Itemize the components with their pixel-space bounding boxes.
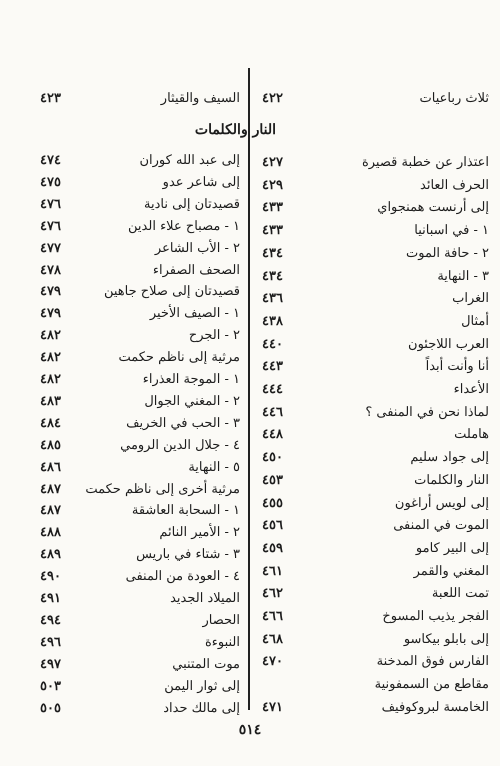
- toc-entry: [262, 266, 489, 288]
- entry-page: ٤٧٦: [40, 218, 61, 234]
- toc-entry: [262, 152, 489, 174]
- entry-page: ٤٣٣: [262, 200, 283, 216]
- entry-page: ٤٥٥: [262, 495, 283, 511]
- entry-page: ٤٣٨: [262, 313, 283, 329]
- entry-title: ١ - مصباح علاء الدين: [128, 218, 240, 234]
- entry-page: ٤٩٠: [40, 569, 61, 585]
- toc-entry: [40, 610, 240, 632]
- toc-entry: [262, 538, 489, 560]
- toc-entry: [262, 447, 489, 469]
- toc-entry: [40, 479, 240, 501]
- toc-entry: [262, 311, 489, 333]
- entry-title: ٣ - النهاية: [437, 268, 489, 284]
- entry-title: الفجر يذيب المسوخ: [382, 609, 489, 624]
- entry-title: موت المتنبي: [172, 656, 240, 672]
- entry-page: ٤٥٠: [262, 450, 283, 466]
- entry-title: هاملت: [454, 427, 489, 443]
- entry-title: إلى عبد الله كوران: [139, 153, 240, 168]
- entry-title: تمت اللعبة: [431, 586, 489, 602]
- toc-entry: [40, 522, 240, 544]
- entry-title: ثلاث رباعيات: [419, 91, 489, 106]
- toc-entry: [262, 606, 489, 628]
- entry-title: إلى مالك حداد: [163, 700, 240, 716]
- entry-title: مرثية أخرى إلى ناظم حكمت: [85, 481, 240, 497]
- entry-title: النار والكلمات: [414, 472, 489, 488]
- toc-entry: [40, 216, 240, 238]
- entry-title: مقاطع من السمفونية: [374, 677, 489, 693]
- entry-title: الخامسة لبروكوفيف: [381, 699, 489, 715]
- toc-entry: [40, 413, 240, 435]
- toc-entry: [40, 391, 240, 413]
- entry-page: ٤٨٢: [40, 328, 61, 344]
- entry-page: ٤٨٢: [40, 372, 61, 387]
- toc-entry: [40, 150, 240, 172]
- entry-title: إلى لويس أراغون: [394, 495, 489, 511]
- entry-title: إلى شاعر عدو: [162, 174, 240, 190]
- entry-page: ٤٨٢: [40, 350, 61, 366]
- entry-title: ١ - الموجة العذراء: [142, 372, 240, 387]
- entry-page: ٤٣٦: [262, 291, 283, 307]
- entry-title: ٤ - العودة من المنفى: [125, 569, 240, 585]
- toc-entry: [40, 588, 240, 610]
- entry-title: ٢ - الأمير النائم: [159, 525, 240, 541]
- toc-entry: [40, 369, 240, 391]
- toc-entry: [40, 654, 240, 676]
- section-heading: النار والكلمات: [194, 122, 276, 138]
- toc-entry: [40, 544, 240, 566]
- entry-title: اعتذار عن خطبة قصيرة: [361, 155, 489, 170]
- entry-title: إلى جواد سليم: [410, 450, 489, 466]
- entry-title: النبوءة: [204, 634, 240, 650]
- toc-entry: [262, 493, 489, 515]
- toc-entry: [262, 515, 489, 537]
- entry-page: ٥٠٥: [40, 700, 61, 716]
- toc-entry: [262, 220, 489, 242]
- entry-title: إلى أرنست همنجواي: [377, 200, 489, 216]
- entry-page: ٤٢٩: [262, 177, 283, 193]
- entry-title: ١ - الصيف الأخير: [149, 306, 240, 322]
- entry-title: السيف والقيثار: [160, 91, 240, 106]
- entry-page: ٤٨٤: [40, 415, 61, 431]
- entry-page: ٤٧٤: [40, 153, 61, 168]
- entry-page: ٤٣٣: [262, 223, 283, 239]
- entry-title: الفارس فوق المدخنة: [376, 654, 489, 670]
- entry-title: إلى البير كامو: [415, 540, 489, 556]
- toc-entry: [40, 676, 240, 698]
- toc-entry: [262, 651, 489, 673]
- column-divider: [248, 68, 250, 710]
- toc-entry: [262, 356, 489, 378]
- page-number: ٥١٤: [238, 722, 262, 738]
- toc-entry: [262, 288, 489, 310]
- entry-page: ٤٧٩: [40, 306, 61, 322]
- entry-title: الأعداء: [453, 382, 489, 397]
- entry-page: ٤٩١: [40, 591, 61, 606]
- entry-title: ٣ - الحب في الخريف: [126, 415, 240, 431]
- entry-title: المغني والقمر: [413, 563, 489, 579]
- entry-title: ٢ - حافة الموت: [406, 245, 489, 261]
- entry-title: الحرف العائد: [420, 177, 489, 193]
- entry-page: ٤٢٣: [40, 91, 61, 106]
- entry-page: ٤٧٥: [40, 174, 61, 190]
- toc-entry: [40, 172, 240, 194]
- entry-title: الغراب: [452, 291, 489, 307]
- toc-entry: [40, 260, 240, 282]
- entry-title: ٢ - الجرح: [188, 328, 240, 344]
- entry-page: ٤٨٩: [40, 547, 61, 563]
- entry-page: ٤٨٣: [40, 393, 61, 409]
- toc-entry: [40, 238, 240, 260]
- toc-entry: [262, 424, 489, 446]
- entry-page: ٤٢٢: [262, 91, 283, 106]
- entry-title: قصيدتان إلى صلاح جاهين: [103, 284, 240, 300]
- entry-title: أنا وأنت أبداً: [425, 359, 489, 375]
- entry-page: ٤٨٦: [40, 459, 61, 475]
- toc-entry: [262, 402, 489, 424]
- toc-entry-top-left: [40, 88, 240, 110]
- entry-page: ٤٦٢: [262, 586, 283, 602]
- toc-entry: [262, 629, 489, 651]
- toc-entry: [262, 561, 489, 583]
- entry-title: ١ - في اسبانيا: [414, 223, 489, 239]
- entry-title: الموت في المنفى: [393, 518, 489, 534]
- toc-entry: [262, 197, 489, 219]
- toc-entry: [262, 379, 489, 401]
- entry-page: ٤٤٣: [262, 359, 283, 375]
- entry-title: أمثال: [461, 313, 489, 329]
- entry-title: ٥ - النهاية: [188, 459, 240, 475]
- toc-entry: [40, 347, 240, 369]
- toc-entry: [262, 674, 489, 696]
- entry-page: ٤٨٧: [40, 503, 61, 519]
- entry-title: ٣ - شتاء في باريس: [136, 547, 240, 563]
- toc-entry: [40, 698, 240, 720]
- entry-page: ٤٨٧: [40, 481, 61, 497]
- entry-page: ٤٤٦: [262, 404, 283, 420]
- entry-page: ٤٥٦: [262, 518, 283, 534]
- entry-page: ٤٩٦: [40, 634, 61, 650]
- toc-entry: [40, 500, 240, 522]
- toc-entry: [262, 243, 489, 265]
- toc-entry: [40, 303, 240, 325]
- entry-page: ٤٩٧: [40, 656, 61, 672]
- entry-page: ٤٤٤: [262, 382, 283, 397]
- toc-entry: [40, 566, 240, 588]
- entry-page: ٤٦١: [262, 563, 283, 579]
- entry-page: ٤٧٦: [40, 196, 61, 212]
- entry-page: ٤٤٨: [262, 427, 283, 443]
- toc-entry: [40, 435, 240, 457]
- entry-page: ٤٥٣: [262, 472, 283, 488]
- toc-entry-top-right: [262, 88, 489, 110]
- entry-title: ٢ - المغني الجوال: [144, 393, 240, 409]
- entry-page: ٤٧٩: [40, 284, 61, 300]
- entry-page: ٥٠٣: [40, 678, 61, 694]
- entry-page: ٤٧١: [262, 699, 283, 715]
- toc-entry: [40, 281, 240, 303]
- entry-title: ٢ - الأب الشاعر: [154, 240, 240, 256]
- entry-page: ٤٨٥: [40, 437, 61, 453]
- toc-entry: [262, 334, 489, 356]
- entry-page: ٤٤٠: [262, 336, 283, 352]
- entry-page: ٤٥٩: [262, 540, 283, 556]
- entry-page: ٤٦٨: [262, 631, 283, 647]
- entry-page: ٤٦٦: [262, 609, 283, 624]
- entry-page: ٤٣٤: [262, 245, 283, 261]
- toc-entry: [40, 325, 240, 347]
- entry-title: قصيدتان إلى نادية: [144, 196, 240, 212]
- entry-title: مرثية إلى ناظم حكمت: [118, 350, 240, 366]
- entry-title: العرب اللاجئون: [408, 336, 489, 352]
- entry-page: ٤٧٧: [40, 240, 61, 256]
- entry-title: إلى ثوار اليمن: [164, 678, 240, 694]
- toc-entry: [40, 632, 240, 654]
- toc-entry: [40, 194, 240, 216]
- toc-entry: [262, 470, 489, 492]
- toc-entry: [262, 175, 489, 197]
- entry-title: الصحف الصفراء: [152, 262, 240, 278]
- entry-title: إلى بابلو بيكاسو: [403, 631, 489, 647]
- entry-page: ٤٣٤: [262, 268, 283, 284]
- entry-page: ٤٧٠: [262, 654, 283, 670]
- toc-entry: [40, 457, 240, 479]
- toc-entry: [262, 697, 489, 719]
- entry-title: ٤ - جلال الدين الرومي: [120, 437, 240, 453]
- entry-page: ٤٨٨: [40, 525, 61, 541]
- entry-title: ١ - السحابة العاشقة: [131, 503, 240, 519]
- entry-page: ٤٢٧: [262, 155, 283, 170]
- entry-title: الميلاد الجديد: [170, 591, 240, 606]
- entry-title: الحصار: [202, 612, 240, 628]
- toc-entry: [262, 583, 489, 605]
- entry-title: لماذا نحن في المنفى ؟: [365, 404, 489, 420]
- entry-page: ٤٩٤: [40, 612, 61, 628]
- entry-page: ٤٧٨: [40, 262, 61, 278]
